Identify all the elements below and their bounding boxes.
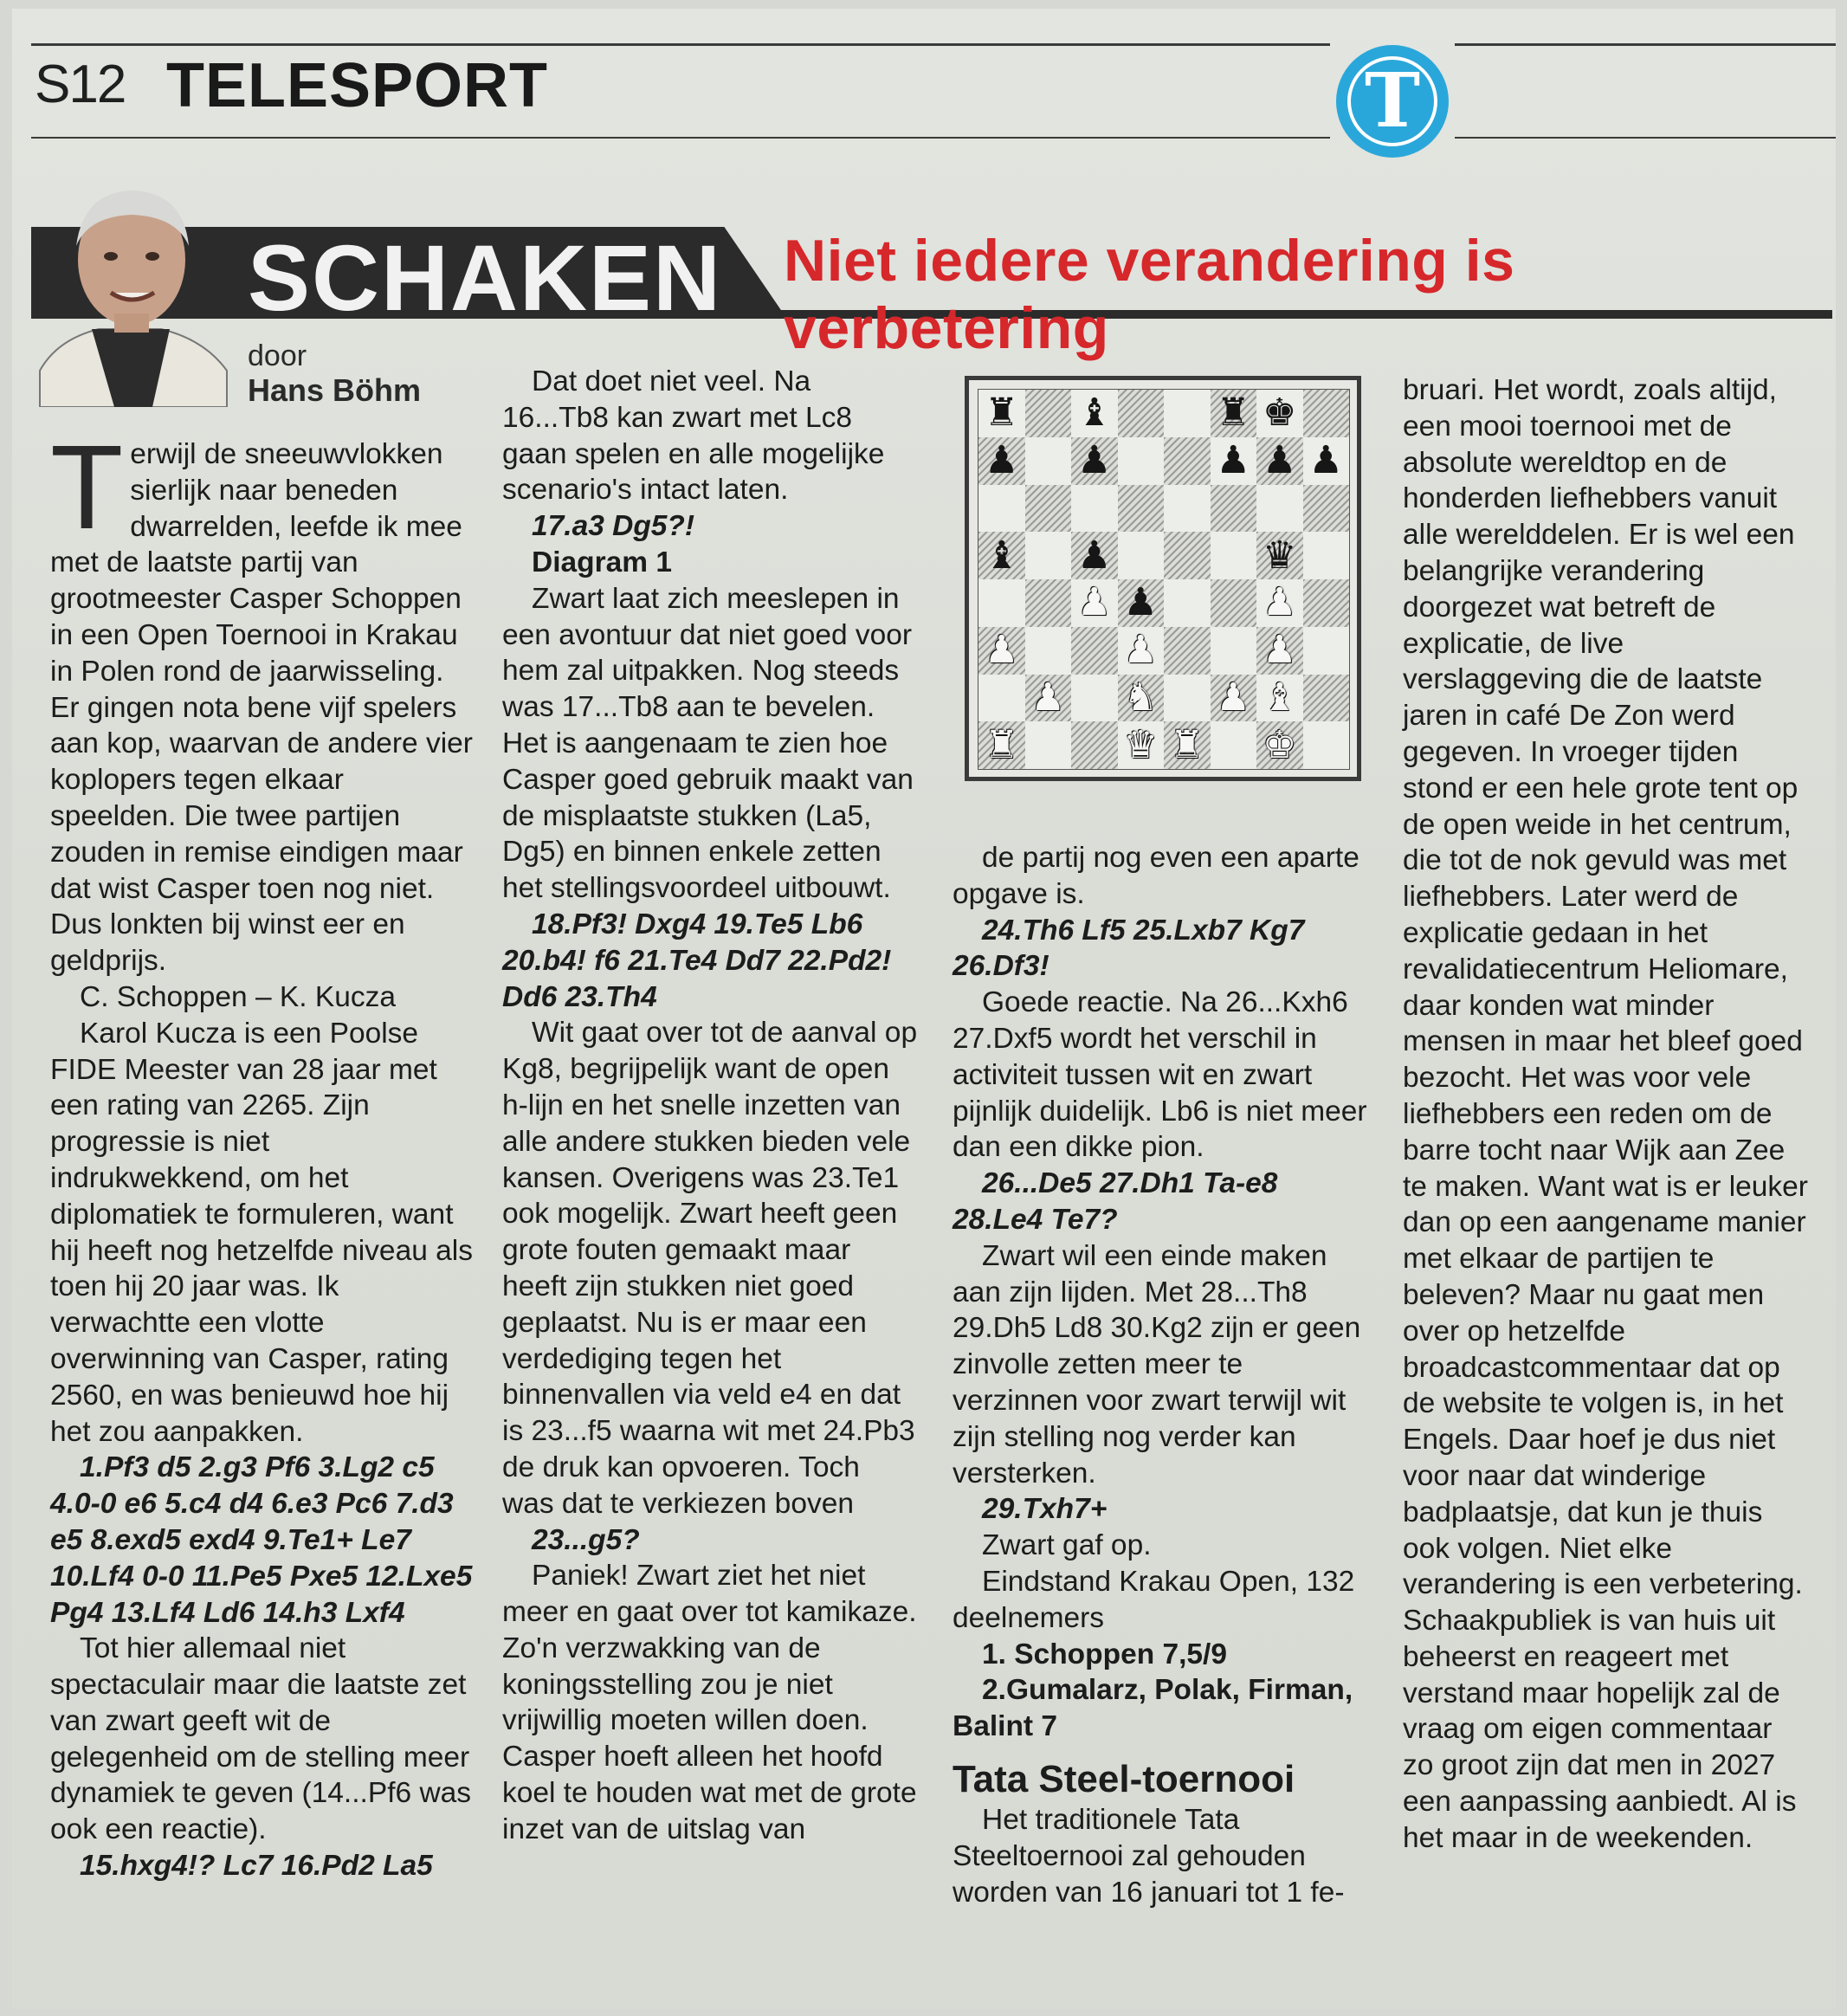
board-square xyxy=(1071,627,1118,675)
board-square xyxy=(1256,390,1303,437)
black-queen-icon: ♛ xyxy=(1263,533,1297,578)
move-list: 26...De5 27.Dh1 Ta-e8 28.Le4 Te7? xyxy=(953,1167,1278,1236)
paragraph: de partij nog even een aparte opgave is. xyxy=(953,842,1359,910)
paragraph: Paniek! Zwart ziet het niet meer en gaat over tot kamikaze. Zo'n verzwakking van de koningsstelling zou je niet vrijwillig moeten willen doen. Casper hoeft alleen het hoofd koel te houden wat met de grote inzet van de uitslag van xyxy=(502,1560,917,1845)
paragraph-intro: erwijl de sneeuwvlokken sierlijk naar beneden dwarrelden, leefde ik mee met de laatste partij van grootmeester Casper Schoppen in een Open Toernooi in Krakau in Polen rond de jaarwisseling. Er gingen nota bene vijf spelers aan kop, waarvan de andere vier koplopers tegen elkaar speelden. Die twee partijen zouden in remise eindigen maar dat wist Casper toen nog niet. Dus lonkten bij winst eer en geldprijs. xyxy=(50,438,473,978)
move-list: 29.Txh7+ xyxy=(982,1493,1108,1526)
board-square xyxy=(1071,485,1118,533)
black-king-icon: ♚ xyxy=(1263,391,1297,436)
board-square xyxy=(1025,627,1072,675)
article-column-2 xyxy=(502,364,918,1848)
board-square xyxy=(1303,437,1350,485)
paragraph: Dat doet niet veel. Na 16...Tb8 kan zwart met Lc8 gaan spelen en alle mogelijke scenario's intact laten. xyxy=(502,365,885,507)
telegraaf-logo xyxy=(1336,45,1449,158)
move-list: 17.a3 Dg5?! xyxy=(532,510,695,543)
paragraph: Eindstand Krakau Open, 132 deelnemers xyxy=(953,1565,1355,1634)
board-square xyxy=(1071,721,1118,769)
page-number: S12 xyxy=(35,55,126,114)
board-square xyxy=(1303,390,1350,437)
white-rook-icon: ♜ xyxy=(1170,722,1204,767)
board-square xyxy=(1164,485,1211,533)
byline-door: door xyxy=(248,339,307,372)
paragraph: Zwart wil een einde maken aan zijn lijden. Met 28...Th8 29.Dh5 Ld8 30.Kg2 zijn er geen zinvolle zetten meer te verzinnen voor zwart terwijl wit zijn stelling nog verder kan versterken. xyxy=(953,1239,1361,1489)
section-title: TELESPORT xyxy=(166,51,549,120)
black-rook-icon: ♜ xyxy=(985,391,1019,436)
white-pawn-icon: ♟ xyxy=(985,628,1019,673)
board-square xyxy=(1025,532,1072,579)
board-square xyxy=(1211,627,1257,675)
paragraph: Zwart gaf op. xyxy=(982,1529,1152,1562)
author-portrait xyxy=(31,166,232,407)
board-square xyxy=(1071,675,1118,722)
black-pawn-icon: ♟ xyxy=(1263,438,1297,483)
move-list: 23...g5? xyxy=(532,1523,640,1556)
board-square xyxy=(978,675,1025,722)
board-square xyxy=(1164,390,1211,437)
board-square xyxy=(1071,532,1118,579)
board-square xyxy=(1256,532,1303,579)
move-list: 15.hxg4!? Lc7 16.Pd2 La5 xyxy=(80,1850,433,1883)
white-rook-icon: ♜ xyxy=(985,722,1019,767)
board-square xyxy=(1303,579,1350,627)
paragraph: bruari. Het wordt, zoals altijd, een mooi toernooi met de absolute wereldtop en de honderden liefhebbers vanuit alle werelddelen. Er is wel een belangrijke verandering doorgezet wat betreft de explicatie, de live verslaggeving die de laatste jaren in café De Zon werd gegeven. In vroeger tijden stond er een hele grote tent op de open weide in het centrum, die tot de nok gevuld was met liefhebbers. Later werd de explicatie gedaan in het revalidatiecentrum Heliomare, daar konden wat minder mensen in maar het bleef goed bezocht. Het was voor vele liefhebbers een reden om de barre tocht naar Wijk aan Zee te maken. Want wat is er leuker dan op een aangename manier met elkaar de partijen te beleven? Maar nu gaat men over op hetzelfde broadcastcommentaar dat op de website te volgen is, in het Engels. Daar hoef je dus niet voor naar dat winderige badplaatsje, dat kun je thuis ook volgen. Niet elke verandering is een verbetering. Schaakpubliek is van huis uit beheerst en reageert met verstand maar hopelijk zal de vraag om eigen commentaar zo groot zijn dat men in 2027 een aanpassing aanbiedt. Al is het maar in de weekenden. xyxy=(1403,374,1808,1854)
board-square xyxy=(978,627,1025,675)
logo-letter: T xyxy=(1347,56,1437,146)
board-square xyxy=(1211,721,1257,769)
board-square xyxy=(1256,485,1303,533)
board-square xyxy=(978,437,1025,485)
standings-line: 2.Gumalarz, Polak, Firman, Balint 7 xyxy=(953,1674,1353,1743)
board-square xyxy=(1118,675,1165,722)
white-pawn-icon: ♟ xyxy=(1030,675,1065,720)
board-square xyxy=(1025,437,1072,485)
board-square xyxy=(1164,579,1211,627)
board-square xyxy=(1211,485,1257,533)
dropcap: T xyxy=(50,421,124,554)
article-column-4 xyxy=(1403,372,1810,1857)
board-square xyxy=(978,532,1025,579)
board-square xyxy=(1256,675,1303,722)
black-pawn-icon: ♟ xyxy=(1308,438,1343,483)
paragraph: Karol Kucza is een Poolse FIDE Meester van 28 jaar met een rating van 2265. Zijn progressie is niet indrukwekkend, om het diplomatiek te formuleren, want hij heeft nog hetzelfde niveau als toen hij 20 jaar was. Ik verwachtte een vlotte overwinning van Casper, rating 2560, en was benieuwd hoe hij het zou aanpakken. xyxy=(50,1017,473,1448)
black-bishop-icon: ♝ xyxy=(985,533,1019,578)
paragraph: Goede reactie. Na 26...Kxh6 27.Dxf5 wordt het verschil in activiteit tussen wit en zwart pijnlijk duidelijk. Lb6 is niet meer dan een dikke pion. xyxy=(953,986,1367,1164)
board-square xyxy=(1256,437,1303,485)
white-knight-icon: ♞ xyxy=(1123,675,1158,720)
board-square xyxy=(1211,675,1257,722)
white-queen-icon: ♛ xyxy=(1123,722,1158,767)
board-square xyxy=(1303,675,1350,722)
board-square xyxy=(1303,485,1350,533)
black-pawn-icon: ♟ xyxy=(1077,438,1112,483)
board-square xyxy=(1025,675,1072,722)
byline-author: Hans Böhm xyxy=(248,372,422,408)
white-pawn-icon: ♟ xyxy=(1216,675,1250,720)
masthead-rule-right xyxy=(1455,137,1836,139)
paragraph: Zwart laat zich meeslepen in een avontuur dat niet goed voor hem zal uitpakken. Nog steeds was 17...Tb8 aan te bevelen. Het is aangenaam te zien hoe Casper goed gebruik maakt van de misplaatste stukken (La5, Dg5) en binnen enkele zetten het stellingsvoordeel uitbouwt. xyxy=(502,582,914,905)
white-pawn-icon: ♟ xyxy=(1263,580,1297,625)
black-pawn-icon: ♟ xyxy=(1123,580,1158,625)
game-title: C. Schoppen – K. Kucza xyxy=(80,980,396,1013)
masthead-rule-left xyxy=(31,137,1330,139)
black-pawn-icon: ♟ xyxy=(985,438,1019,483)
board-square xyxy=(1211,579,1257,627)
black-rook-icon: ♜ xyxy=(1216,391,1250,436)
paragraph: Tot hier allemaal niet spectaculair maar die laatste zet van zwart geeft wit de gelegenheid om de stelling meer dynamiek te geven (14...Pf6 was ook een reactie). xyxy=(50,1632,472,1846)
article-column-1 xyxy=(50,421,475,1884)
board-square xyxy=(1256,721,1303,769)
board-square xyxy=(1025,485,1072,533)
black-pawn-icon: ♟ xyxy=(1216,438,1250,483)
board-square xyxy=(1071,579,1118,627)
board-square xyxy=(1118,390,1165,437)
board-square xyxy=(1025,579,1072,627)
board-square xyxy=(1303,627,1350,675)
board-square xyxy=(978,721,1025,769)
board-square xyxy=(1256,579,1303,627)
board-square xyxy=(1118,437,1165,485)
subheading: Tata Steel-toernooi xyxy=(953,1757,1295,1800)
board-square xyxy=(1025,390,1072,437)
board-square xyxy=(1256,627,1303,675)
board-square xyxy=(1118,579,1165,627)
board-square xyxy=(1164,627,1211,675)
board-square xyxy=(1164,675,1211,722)
board-square xyxy=(1118,721,1165,769)
board-square xyxy=(978,579,1025,627)
board-square xyxy=(1118,485,1165,533)
board-square xyxy=(978,485,1025,533)
white-pawn-icon: ♟ xyxy=(1263,628,1297,673)
board-square xyxy=(1303,721,1350,769)
top-rule-right xyxy=(1455,43,1836,46)
paragraph: Het traditionele Tata Steeltoernooi zal gehouden worden van 16 januari tot 1 fe- xyxy=(953,1803,1345,1909)
rubric-title: SCHAKEN xyxy=(248,225,723,330)
board-square xyxy=(1118,532,1165,579)
article-headline: Niet iedere verandering is verbetering xyxy=(784,228,1515,361)
board-square xyxy=(1211,532,1257,579)
board-square xyxy=(1118,627,1165,675)
white-pawn-icon: ♟ xyxy=(1077,580,1112,625)
board-square xyxy=(1211,390,1257,437)
chess-diagram xyxy=(965,376,1361,781)
board-square xyxy=(1071,390,1118,437)
black-pawn-icon: ♟ xyxy=(1077,533,1112,578)
move-list: 1.Pf3 d5 2.g3 Pf6 3.Lg2 c5 4.0-0 e6 5.c4 d4 6.e3 Pc6 7.d3 e5 8.exd5 exd4 9.Te1+ Le7 10.Lf4 0-0 11.Pe5 Pxe5 12.Lxe5 Pg4 13.Lf4 Ld6 14.h3 Lxf4 xyxy=(50,1451,473,1629)
move-list: 18.Pf3! Dxg4 19.Te5 Lb6 20.b4! f6 21.Te4 Dd7 22.Pd2! Dd6 23.Th4 xyxy=(502,908,892,1013)
article-column-3 xyxy=(953,840,1372,1910)
white-pawn-icon: ♟ xyxy=(1123,628,1158,673)
chess-board xyxy=(978,389,1350,770)
standings-line: 1. Schoppen 7,5/9 xyxy=(982,1638,1227,1670)
board-square xyxy=(1211,437,1257,485)
board-square xyxy=(1164,721,1211,769)
diagram-label: Diagram 1 xyxy=(532,546,672,578)
black-bishop-icon: ♝ xyxy=(1077,391,1112,436)
board-square xyxy=(1071,437,1118,485)
white-bishop-icon: ♝ xyxy=(1263,675,1297,720)
board-square xyxy=(1025,721,1072,769)
board-square xyxy=(1303,532,1350,579)
white-king-icon: ♚ xyxy=(1263,722,1297,767)
board-square xyxy=(978,390,1025,437)
board-square xyxy=(1164,437,1211,485)
paragraph: Wit gaat over tot de aanval op Kg8, begrijpelijk want de open h-lijn en het snelle inzetten van alle andere stukken bieden vele kansen. Overigens was 23.Te1 ook mogelijk. Zwart heeft geen grote fouten gemaakt maar heeft zijn stukken niet goed geplaatst. Nu is er maar een verdediging tegen het binnenvallen via veld e4 en dat is 23...f5 waarna wit met 24.Pb3 de druk kan opvoeren. Toch was dat te verkiezen boven xyxy=(502,1017,918,1520)
move-list: 24.Th6 Lf5 25.Lxb7 Kg7 26.Df3! xyxy=(953,914,1305,983)
top-rule-left xyxy=(31,43,1330,46)
board-square xyxy=(1164,532,1211,579)
